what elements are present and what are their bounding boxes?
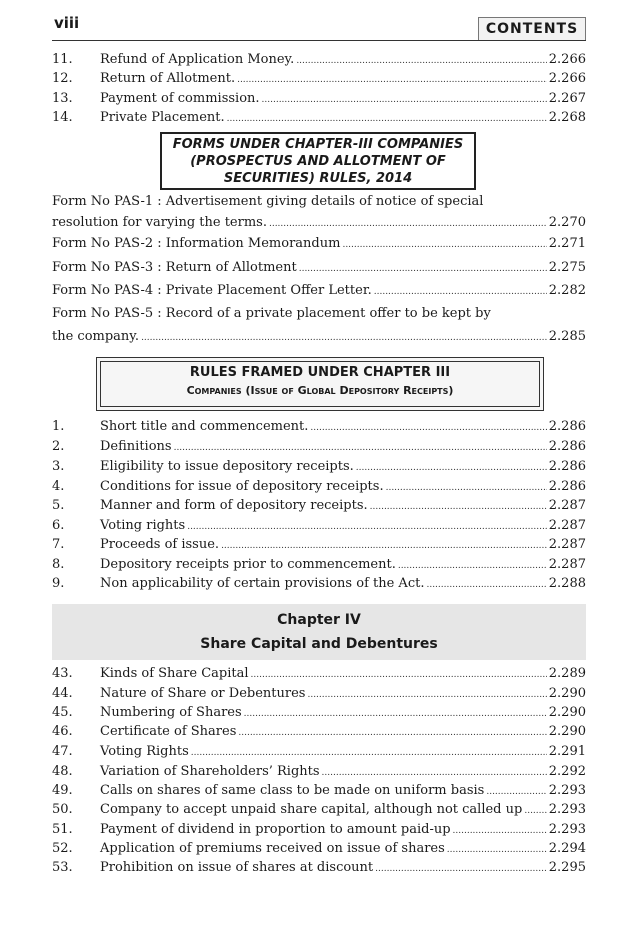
entry-title: Payment of commission.	[100, 91, 260, 106]
toc-entry[interactable]	[52, 516, 586, 535]
entry-page: 2.294	[548, 841, 586, 856]
toc-entry[interactable]	[52, 69, 586, 88]
dot-leader	[398, 555, 547, 576]
toc-entry[interactable]	[52, 496, 586, 515]
toc-entry[interactable]	[52, 89, 586, 108]
entry-page: 2.286	[548, 439, 586, 454]
toc-entry[interactable]	[52, 781, 586, 800]
toc-entry[interactable]	[52, 839, 586, 858]
toc-entry[interactable]	[52, 664, 586, 683]
entry-title: Certificate of Shares	[100, 724, 237, 739]
entry-number: 43.	[52, 666, 73, 681]
entry-page: 2.290	[548, 705, 586, 720]
toc-entry[interactable]	[52, 50, 586, 69]
toc-entry[interactable]	[52, 417, 586, 436]
entry-title: Short title and commencement.	[100, 419, 309, 434]
entry-page: 2.268	[548, 110, 586, 125]
form-page: 2.285	[548, 329, 586, 344]
entry-number: 12.	[52, 71, 73, 86]
entry-page: 2.287	[548, 537, 586, 552]
entry-page: 2.293	[548, 783, 586, 798]
entry-page: 2.287	[548, 498, 586, 513]
form-title: Form No PAS-1 : Advertisement giving details of notice of special	[52, 194, 484, 209]
entry-page: 2.293	[548, 802, 586, 817]
dot-leader	[453, 820, 547, 841]
dot-leader	[386, 477, 547, 498]
dot-leader	[174, 437, 547, 458]
entry-title: Depository receipts prior to commencement.	[100, 557, 396, 572]
toc-entry[interactable]	[52, 684, 586, 703]
entry-page: 2.266	[548, 71, 586, 86]
dot-leader	[307, 684, 546, 705]
entry-page: 2.291	[548, 744, 586, 759]
form-entry-text[interactable]	[52, 304, 586, 323]
entry-page: 2.287	[548, 557, 586, 572]
entry-number: 8.	[52, 557, 65, 572]
dot-leader	[187, 516, 547, 537]
forms-heading-line: SECURITIES) RULES, 2014	[223, 170, 413, 186]
entry-number: 48.	[52, 764, 73, 779]
entry-title: Private Placement.	[100, 110, 225, 125]
chapter-heading: Chapter IV	[277, 612, 361, 628]
entry-title: Conditions for issue of depository receipts.	[100, 479, 384, 494]
dot-leader	[426, 574, 546, 595]
entry-title: Nature of Share or Debentures	[100, 686, 306, 701]
entry-number: 14.	[52, 110, 73, 125]
entry-title: Proceeds of issue.	[100, 537, 220, 552]
entry-title: Application of premiums received on issue of shares	[100, 841, 445, 856]
toc-entry[interactable]	[52, 574, 586, 593]
form-entry[interactable]	[52, 213, 586, 232]
entry-title: Voting rights	[100, 518, 186, 533]
rules-heading-title: RULES FRAMED UNDER CHAPTER III	[189, 365, 451, 380]
form-title: Form No PAS-5 : Record of a private placement offer to be kept by	[52, 306, 491, 321]
rules-heading-box	[96, 357, 544, 411]
dot-leader	[356, 457, 547, 478]
dot-leader	[251, 664, 547, 685]
dot-leader	[299, 258, 547, 279]
dot-leader	[238, 722, 546, 743]
entry-number: 3.	[52, 459, 65, 474]
dot-leader	[486, 781, 546, 802]
entry-page: 2.287	[548, 518, 586, 533]
toc-entry[interactable]	[52, 457, 586, 476]
form-entry-text[interactable]	[52, 192, 586, 211]
entry-number: 4.	[52, 479, 65, 494]
dot-leader	[227, 108, 547, 129]
dot-leader	[141, 327, 547, 348]
rules-heading-inner-border	[100, 361, 540, 407]
toc-entry[interactable]	[52, 108, 586, 127]
toc-entry[interactable]	[52, 820, 586, 839]
forms-heading-box	[160, 132, 476, 190]
entry-page: 2.286	[548, 479, 586, 494]
toc-entry[interactable]	[52, 762, 586, 781]
forms-heading-line: (PROSPECTUS AND ALLOTMENT OF	[190, 153, 446, 169]
dot-leader	[322, 762, 547, 783]
dot-leader	[262, 89, 547, 110]
entry-title: Prohibition on issue of shares at discount	[100, 860, 374, 875]
form-entry[interactable]	[52, 327, 586, 346]
chapter-banner	[52, 604, 586, 660]
form-title: Form No PAS-4 : Private Placement Offer Letter.	[52, 283, 372, 298]
toc-entry[interactable]	[52, 437, 586, 456]
entry-page: 2.288	[548, 576, 586, 591]
dot-leader	[237, 69, 547, 90]
toc-entry[interactable]	[52, 555, 586, 574]
entry-title: Variation of Shareholders’ Rights	[100, 764, 320, 779]
rules-heading-subtitle: Companies (Issue of Global Depository Receipts)	[186, 384, 454, 397]
dot-leader	[191, 742, 547, 763]
toc-entry[interactable]	[52, 703, 586, 722]
form-entry[interactable]	[52, 281, 586, 300]
entry-title: Numbering of Shares	[100, 705, 242, 720]
entry-page: 2.286	[548, 459, 586, 474]
entry-number: 52.	[52, 841, 73, 856]
entry-page: 2.289	[548, 666, 586, 681]
entry-number: 6.	[52, 518, 65, 533]
entry-page: 2.290	[548, 724, 586, 739]
entry-title: Refund of Application Money.	[100, 52, 295, 67]
entry-number: 50.	[52, 802, 73, 817]
entry-number: 47.	[52, 744, 73, 759]
entry-number: 53.	[52, 860, 73, 875]
entry-number: 5.	[52, 498, 65, 513]
dot-leader	[244, 703, 547, 724]
dot-leader	[370, 496, 547, 517]
entry-title: Payment of dividend in proportion to amount paid-up	[100, 822, 451, 837]
form-page: 2.275	[548, 260, 586, 275]
entry-number: 51.	[52, 822, 73, 837]
entry-number: 13.	[52, 91, 73, 106]
toc-entry[interactable]	[52, 858, 586, 877]
form-page: 2.282	[548, 283, 586, 298]
dot-leader	[221, 535, 547, 556]
entry-title: Eligibility to issue depository receipts.	[100, 459, 354, 474]
entry-page: 2.292	[548, 764, 586, 779]
entry-number: 1.	[52, 419, 65, 434]
form-entry[interactable]	[52, 258, 586, 277]
header-divider	[52, 40, 586, 41]
entry-number: 9.	[52, 576, 65, 591]
section-tab: CONTENTS	[478, 17, 586, 40]
entry-page: 2.286	[548, 419, 586, 434]
dot-leader	[296, 50, 546, 71]
entry-title: Non applicability of certain provisions of the Act.	[100, 576, 425, 591]
entry-number: 49.	[52, 783, 73, 798]
toc-entry[interactable]	[52, 800, 586, 819]
entry-title: Return of Allotment.	[100, 71, 236, 86]
toc-entry[interactable]	[52, 722, 586, 741]
form-entry[interactable]	[52, 234, 586, 253]
entry-number: 11.	[52, 52, 73, 67]
entry-number: 7.	[52, 537, 65, 552]
toc-entry[interactable]	[52, 742, 586, 761]
dot-leader	[269, 213, 547, 234]
form-page: 2.271	[548, 236, 586, 251]
form-page: 2.270	[548, 215, 586, 230]
entry-page: 2.266	[548, 52, 586, 67]
toc-entry[interactable]	[52, 535, 586, 554]
chapter-subheading: Share Capital and Debentures	[200, 636, 438, 652]
entry-title: Manner and form of depository receipts.	[100, 498, 368, 513]
entry-page: 2.290	[548, 686, 586, 701]
entry-page: 2.293	[548, 822, 586, 837]
form-title: resolution for varying the terms.	[52, 215, 267, 230]
entry-title: Calls on shares of same class to be made on uniform basis	[100, 783, 485, 798]
entry-page: 2.267	[548, 91, 586, 106]
dot-leader	[447, 839, 547, 860]
form-title: Form No PAS-3 : Return of Allotment	[52, 260, 297, 275]
entry-number: 44.	[52, 686, 73, 701]
entry-title: Company to accept unpaid share capital, although not called up	[100, 802, 523, 817]
entry-title: Kinds of Share Capital	[100, 666, 249, 681]
forms-heading-line: FORMS UNDER CHAPTER-III COMPANIES	[172, 136, 464, 152]
dot-leader	[375, 858, 547, 879]
entry-number: 2.	[52, 439, 65, 454]
entry-title: Voting Rights	[100, 744, 189, 759]
entry-title: Definitions	[100, 439, 172, 454]
entry-page: 2.295	[548, 860, 586, 875]
entry-number: 46.	[52, 724, 73, 739]
dot-leader	[342, 234, 546, 255]
entry-number: 45.	[52, 705, 73, 720]
dot-leader	[310, 417, 546, 438]
dot-leader	[524, 800, 546, 821]
form-title: Form No PAS-2 : Information Memorandum	[52, 236, 341, 251]
toc-entry[interactable]	[52, 477, 586, 496]
form-title: the company.	[52, 329, 140, 344]
dot-leader	[374, 281, 547, 302]
page-number: viii	[54, 14, 80, 32]
